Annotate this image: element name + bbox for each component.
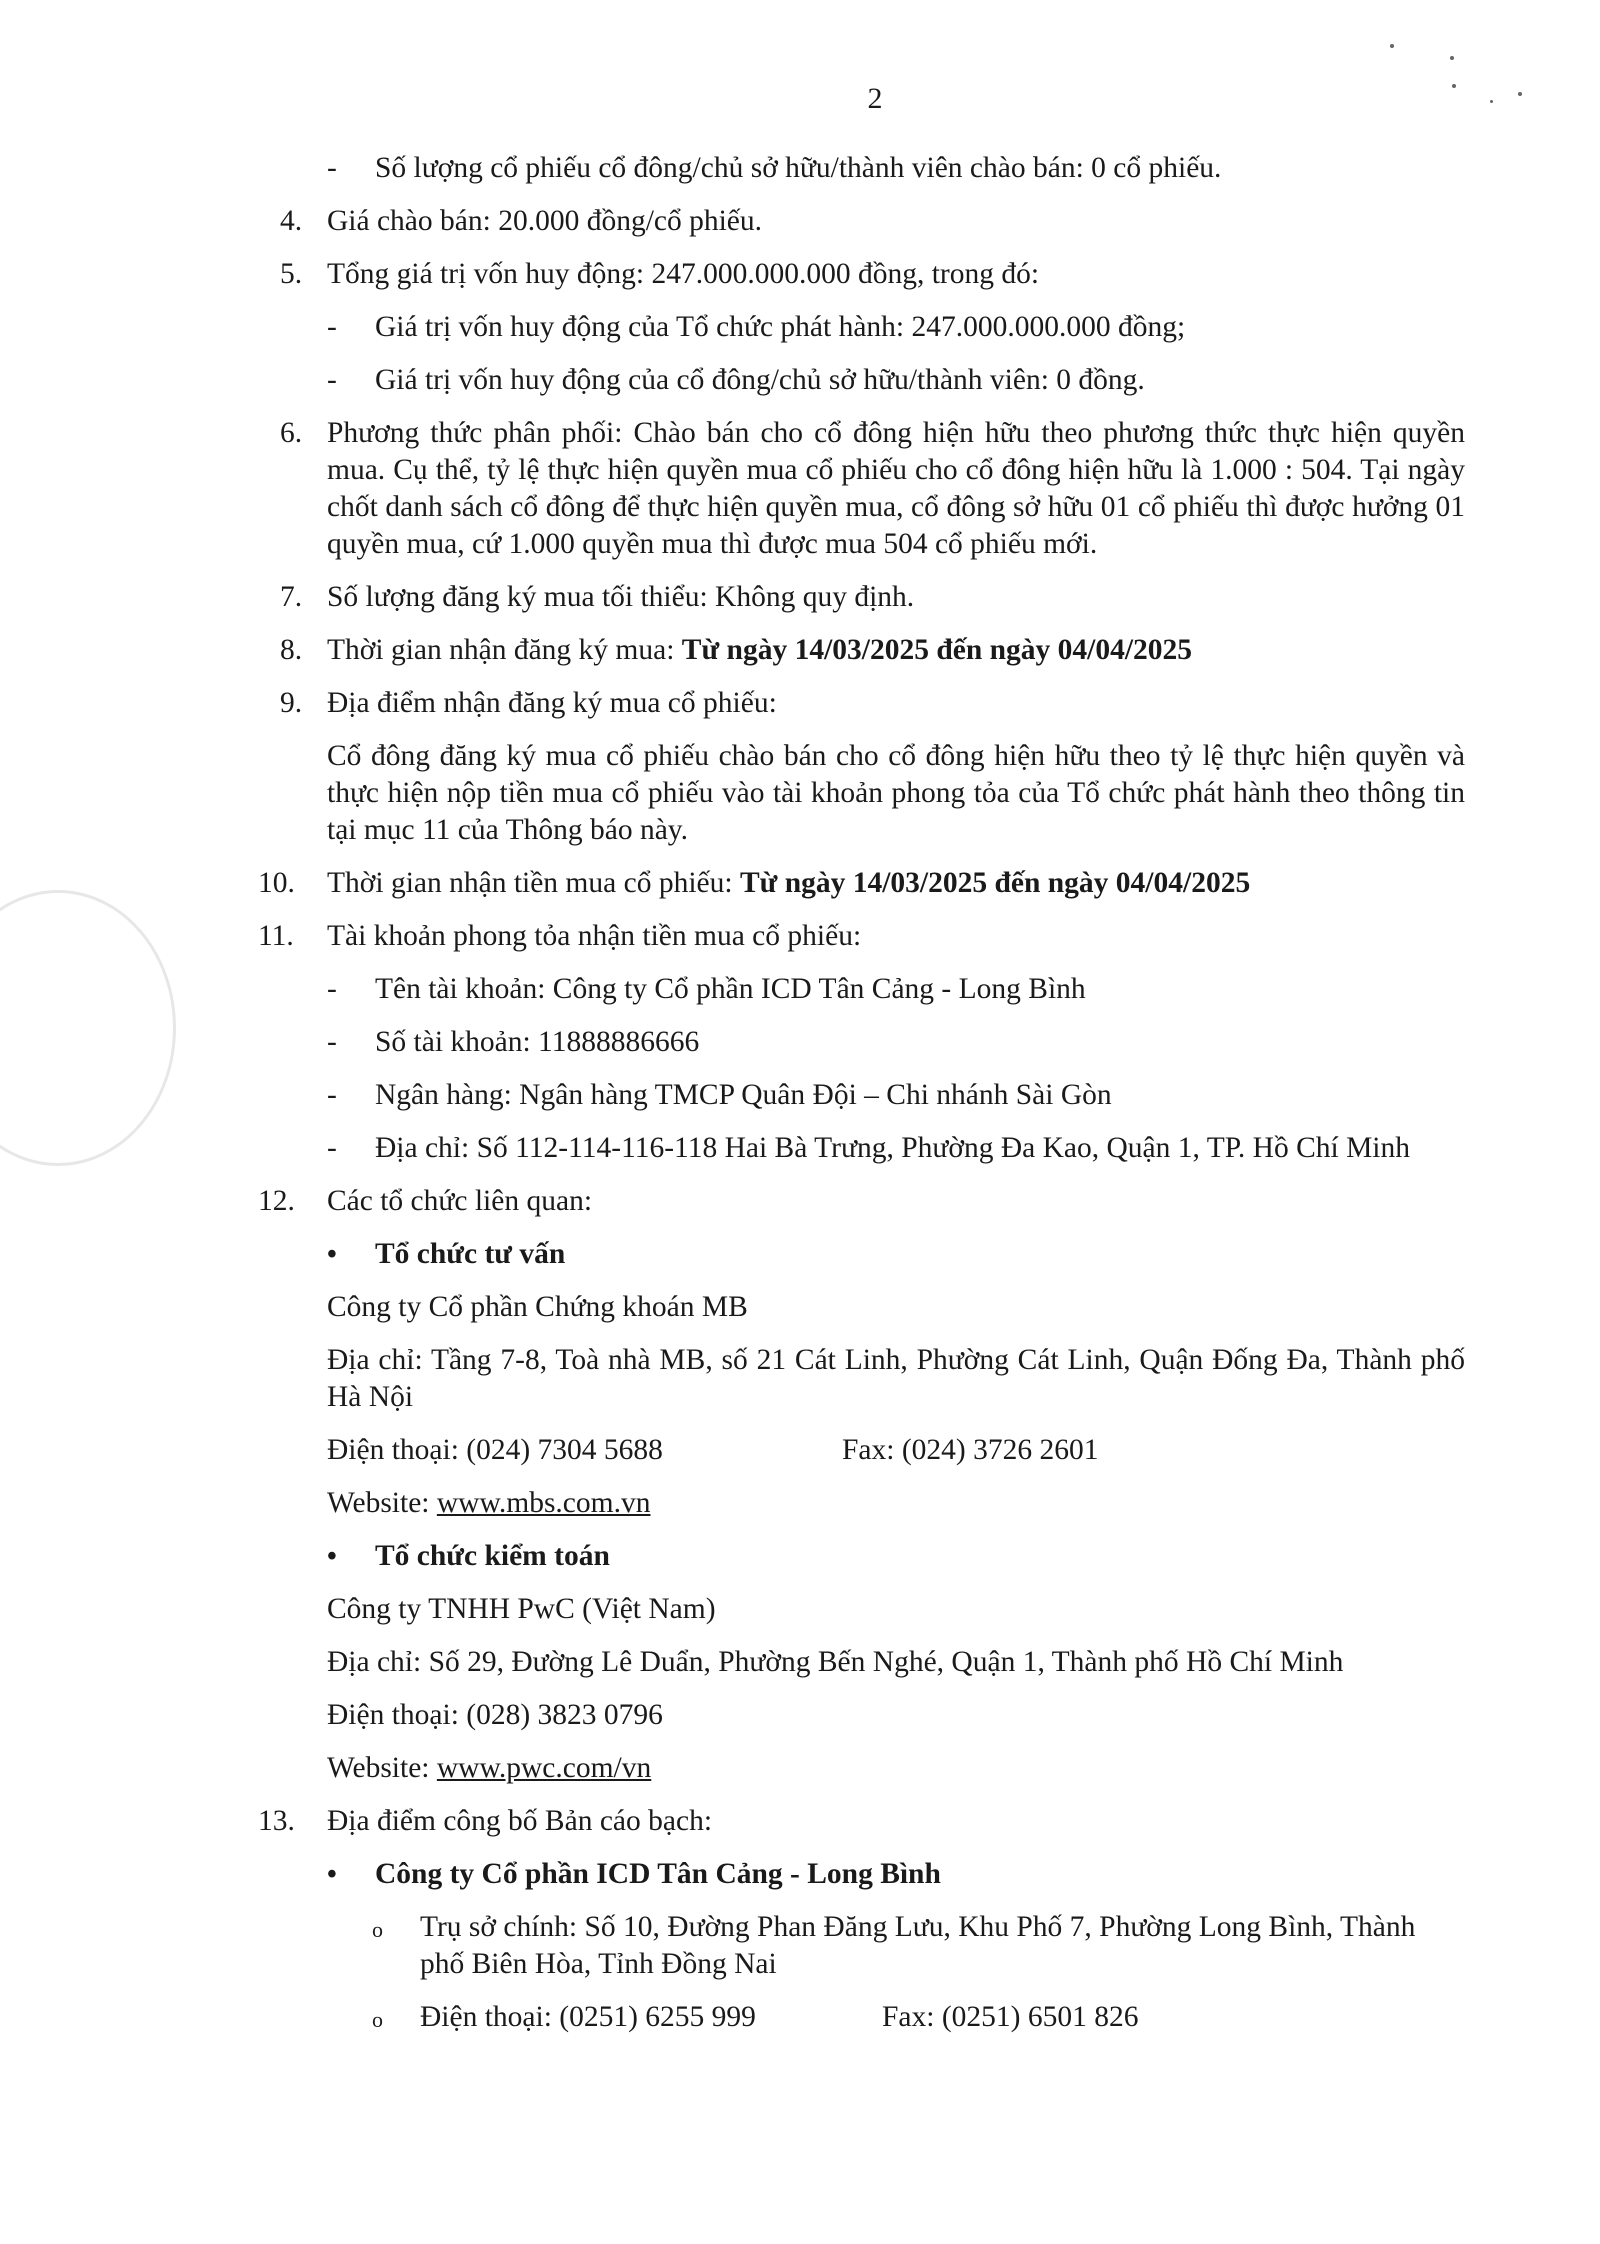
list-item-6 [280, 415, 1465, 563]
item-number: 8. [280, 634, 303, 666]
auditor-address: Địa chỉ: Số 29, Đường Lê Duẩn, Phường Bến Nghé, Quận 1, Thành phố Hồ Chí Minh [327, 1646, 1344, 1678]
item-text: Giá chào bán: 20.000 đồng/cổ phiếu. [327, 205, 763, 237]
list-item-4 [280, 203, 1465, 240]
advisor-address: Địa chỉ: Tầng 7-8, Toà nhà MB, số 21 Cát Linh, Phường Cát Linh, Quận Đống Đa, Thành phố Hà Nội [327, 1344, 1465, 1413]
sub-item: - Ngân hàng: Ngân hàng TMCP Quân Đội – Chi nhánh Sài Gòn [280, 1077, 1465, 1114]
publisher-hq: o Trụ sở chính: Số 10, Đường Phan Đăng Lưu, Khu Phố 7, Phường Long Bình, Thành phố Biên Hòa, Tỉnh Đồng Nai [280, 1909, 1465, 1983]
item-text: Tài khoản phong tỏa nhận tiền mua cổ phiếu: [327, 920, 862, 952]
item-number: 6. [280, 417, 303, 449]
item-detail: Cổ đông đăng ký mua cổ phiếu chào bán cho cổ đông hiện hữu theo tỷ lệ thực hiện quyền và thực hiện nộp tiền mua cổ phiếu vào tài khoản phong tỏa của Tổ chức phát hành theo thông tin tại mục 11 của Thông báo này. [327, 740, 1465, 846]
list-item-12 [258, 1183, 1465, 1220]
item-number: 7. [280, 581, 303, 613]
item-date-range: Từ ngày 14/03/2025 đến ngày 04/04/2025 [739, 867, 1251, 899]
item-number: 13. [258, 1805, 295, 1837]
auditor-phone: Điện thoại: (028) 3823 0796 [327, 1699, 663, 1731]
list-item-13 [258, 1803, 1465, 1840]
item-text: Địa điểm công bố Bản cáo bạch: [327, 1805, 713, 1837]
advisor-website-link[interactable]: www.mbs.com.vn [436, 1487, 651, 1519]
sub-item: - Giá trị vốn huy động của Tổ chức phát hành: 247.000.000.000 đồng; [280, 309, 1465, 346]
item-text: Các tổ chức liên quan: [327, 1185, 593, 1217]
item-text [280, 632, 1465, 669]
sub-item: - Số tài khoản: 11888886666 [280, 1024, 1465, 1061]
list-item-9 [280, 685, 1465, 722]
auditor-heading: • Tổ chức kiểm toán [280, 1538, 1465, 1575]
advisor-heading: • Tổ chức tư vấn [280, 1236, 1465, 1273]
item-text: Địa điểm nhận đăng ký mua cổ phiếu: [327, 687, 777, 719]
item-label: Thời gian nhận đăng ký mua: [327, 634, 682, 666]
publisher-company: • Công ty Cổ phần ICD Tân Cảng - Long Bình [280, 1856, 1465, 1893]
advisor-name: Công ty Cổ phần Chứng khoán MB [327, 1291, 748, 1323]
list-item-8 [280, 632, 1465, 669]
list-item-11 [258, 918, 1465, 955]
publisher-contact [280, 1999, 1465, 2036]
item-number: 4. [280, 205, 303, 237]
item-text: Số lượng đăng ký mua tối thiểu: Không quy định. [327, 581, 915, 613]
item-number: 12. [258, 1185, 295, 1217]
list-item: - Số lượng cổ phiếu cổ đông/chủ sở hữu/thành viên chào bán: 0 cổ phiếu. [280, 150, 1465, 187]
advisor-phone: Điện thoại: (024) 7304 5688 [327, 1434, 663, 1466]
list-item-5 [280, 256, 1465, 293]
item-label: Thời gian nhận tiền mua cổ phiếu: [327, 867, 740, 899]
page-number: 2 [867, 82, 883, 115]
advisor-contact [280, 1432, 1465, 1469]
faded-stamp [0, 890, 176, 1166]
item-number: 9. [280, 687, 303, 719]
item-text: Tổng giá trị vốn huy động: 247.000.000.000 đồng, trong đó: [327, 258, 1040, 290]
advisor-website-row [280, 1485, 1465, 1522]
website-label: Website: [327, 1752, 437, 1784]
item-text [280, 865, 1465, 902]
publisher-fax: Fax: (0251) 6501 826 [882, 2001, 1139, 2033]
item-number: 5. [280, 258, 303, 290]
advisor-fax: Fax: (024) 3726 2601 [842, 1434, 1099, 1466]
sub-item: - Địa chỉ: Số 112-114-116-118 Hai Bà Trưng, Phường Đa Kao, Quận 1, TP. Hồ Chí Minh [280, 1130, 1465, 1167]
list-item-10 [258, 865, 1465, 902]
sub-item: - Giá trị vốn huy động của cổ đông/chủ sở hữu/thành viên: 0 đồng. [280, 362, 1465, 399]
auditor-name: Công ty TNHH PwC (Việt Nam) [327, 1593, 716, 1625]
item-number: 11. [258, 920, 294, 952]
publisher-phone: o Điện thoại: (0251) 6255 999 [420, 2001, 756, 2033]
auditor-website-link[interactable]: www.pwc.com/vn [436, 1752, 652, 1784]
document-body [258, 150, 1465, 2052]
item-date-range: Từ ngày 14/03/2025 đến ngày 04/04/2025 [681, 634, 1193, 666]
website-label: Website: [327, 1487, 437, 1519]
list-item-7 [280, 579, 1465, 616]
item-number: 10. [258, 867, 295, 899]
item-text: Phương thức phân phối: Chào bán cho cổ đông hiện hữu theo phương thức thực hiện quyền mua. Cụ thể, tỷ lệ thực hiện quyền mua cổ phiếu cho cổ đông hiện hữu là 1.000 : 504. Tại ngày chốt danh sách cổ đông để thực hiện quyền mua, cổ đông sở hữu 01 cổ phiếu thì được hưởng 01 quyền mua, cứ 1.000 quyền mua thì được mua 504 cổ phiếu mới. [327, 417, 1465, 560]
auditor-website-row [280, 1750, 1465, 1787]
sub-item: - Tên tài khoản: Công ty Cổ phần ICD Tân Cảng - Long Bình [280, 971, 1465, 1008]
